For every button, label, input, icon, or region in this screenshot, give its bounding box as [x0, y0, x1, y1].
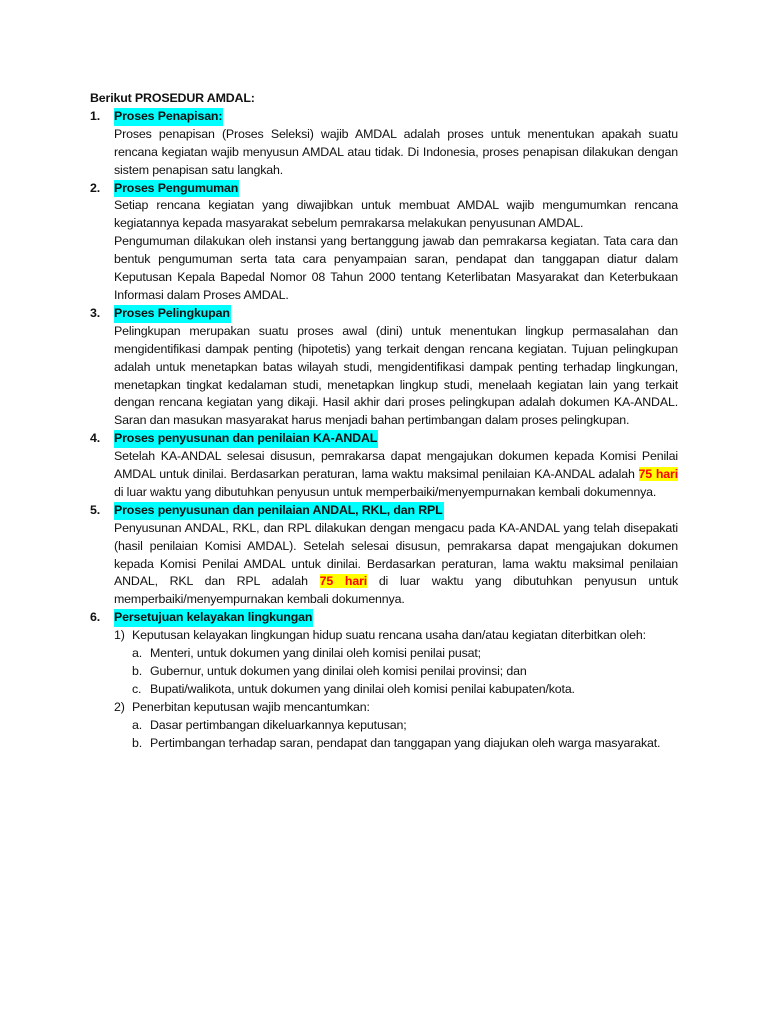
section-number: 6. — [90, 610, 101, 625]
alpha-list-item — [132, 681, 678, 699]
alpha-letter: b. — [132, 735, 143, 750]
section-penilaian-ka-andal — [90, 430, 678, 502]
section-proses-pengumuman — [90, 180, 678, 305]
section-number: 2. — [90, 180, 101, 195]
section-body — [114, 126, 678, 180]
paragraph: Pengumuman dilakukan oleh instansi yang bertanggung jawab dan pemrakarsa kegiatan. Tata cara dan bentuk pengumuman serta tata cara penyampaian saran, pendapat dan tanggapan diatur dalam Keputusan Kepala Bapedal Nomor 08 Tahun 2000 tentang Keterlibatan Masyarakat dan Keterbukaan Informasi dalam Proses AMDAL. — [114, 234, 678, 302]
section-title: Proses penyusunan dan penilaian KA-ANDAL — [114, 430, 378, 448]
list-item-number: 2) — [114, 699, 125, 714]
document-title: Berikut PROSEDUR AMDAL: — [90, 91, 255, 105]
section-body — [114, 448, 678, 502]
section-persetujuan-kelayakan — [90, 609, 678, 752]
highlight-duration: 75 hari — [319, 574, 368, 589]
alpha-letter: c. — [132, 681, 142, 696]
list-item-text: Penerbitan keputusan wajib mencantumkan: — [132, 699, 370, 714]
paragraph-text: di luar waktu yang dibutuhkan penyusun untuk memperbaiki/menyempurnakan kembali dokumennya. — [114, 484, 657, 499]
list-item-number: 1) — [114, 628, 125, 643]
paragraph: Setiap rencana kegiatan yang diwajibkan untuk membuat AMDAL wajib mengumumkan rencana kegiatannya kepada masyarakat sebelum pemrakarsa melakukan penyusunan AMDAL. — [114, 198, 678, 231]
alpha-text: Menteri, untuk dokumen yang dinilai oleh komisi penilai pusat; — [150, 646, 481, 661]
alpha-text: Bupati/walikota, untuk dokumen yang dinilai oleh komisi penilai kabupaten/kota. — [150, 681, 575, 696]
list-item — [114, 627, 678, 699]
paragraph: Pelingkupan merupakan suatu proses awal (dini) untuk menentukan lingkup permasalahan dan mengidentifikasi dampak penting (hipotetis) yang terkait dengan rencana kegiatan. Tujuan pelingkupan adalah untuk menetapkan batas wilayah studi, mengidentifikasi dampak penting terhadap lingkungan, menetapkan tingkat kedalaman studi, menetapkan lingkup studi, menelaah kegiatan lain yang terkait dengan rencana kegiatan yang dikaji. Hasil akhir dari proses pelingkupan adalah dokumen KA-ANDAL. Saran dan masukan masyarakat harus menjadi bahan pertimbangan dalam proses pelingkupan. — [114, 323, 678, 428]
paragraph-text: Penyusunan ANDAL, RKL, dan RPL dilakukan dengan mengacu pada KA-ANDAL yang telah disepakati (hasil penilaian Komisi AMDAL). Setelah selesai disusun, pemrakarsa dapat mengajukan dokumen kepada Komisi Penilai AMDAL untuk dinilai. Berdasarkan peraturan, lama waktu maksimal penilaian ANDAL, RKL dan RPL adalah — [114, 520, 678, 589]
alpha-list-item — [132, 717, 678, 735]
paragraph: Proses penapisan (Proses Seleksi) wajib AMDAL adalah proses untuk menentukan apakah suatu rencana kegiatan wajib menyusun AMDAL atau tidak. Di Indonesia, proses penapisan dilakukan dengan sistem penapisan satu langkah. — [114, 126, 678, 177]
section-heading — [90, 502, 678, 520]
section-number: 1. — [90, 108, 101, 123]
alpha-letter: a. — [132, 717, 143, 732]
paragraph — [114, 448, 678, 502]
section-number: 4. — [90, 431, 101, 446]
section-proses-pelingkupan — [90, 305, 678, 430]
section-penilaian-andal-rkl-rpl — [90, 502, 678, 609]
section-number: 3. — [90, 305, 101, 320]
list-item-text: Keputusan kelayakan lingkungan hidup suatu rencana usaha dan/atau kegiatan diterbitkan oleh: — [132, 628, 646, 643]
section-number: 5. — [90, 502, 101, 517]
section-body — [114, 520, 678, 610]
document-page — [90, 90, 678, 753]
numbered-sublist — [114, 627, 678, 752]
section-title: Persetujuan kelayakan lingkungan — [114, 609, 313, 627]
section-proses-penapisan — [90, 108, 678, 180]
section-title: Proses Penapisan: — [114, 108, 223, 126]
section-heading — [90, 430, 678, 448]
alpha-letter: b. — [132, 664, 143, 678]
section-heading — [90, 305, 678, 323]
list-item-head — [114, 699, 678, 717]
alpha-letter: a. — [132, 646, 143, 661]
section-title: Proses Pelingkupan — [114, 305, 231, 323]
section-body — [114, 197, 678, 304]
alpha-text: Pertimbangan terhadap saran, pendapat dan tanggapan yang diajukan oleh warga masyarakat. — [150, 735, 661, 750]
alpha-list-item — [132, 663, 678, 681]
section-heading — [90, 609, 678, 627]
alpha-list-item — [132, 735, 678, 753]
section-heading — [90, 108, 678, 126]
alpha-list-item — [132, 645, 678, 663]
paragraph-text: Setelah KA-ANDAL selesai disusun, pemrakarsa dapat mengajukan dokumen kepada Komisi Penilai AMDAL untuk dinilai. Berdasarkan peraturan, lama waktu maksimal penilaian KA-ANDAL adalah — [114, 449, 678, 482]
paragraph-text: di luar waktu yang dibutuhkan penyusun untuk memperbaiki/menyempurnakan kembali dokumennya. — [114, 574, 678, 607]
section-body — [114, 323, 678, 430]
list-item-head — [114, 627, 678, 645]
alpha-text: Gubernur, untuk dokumen yang dinilai oleh komisi penilai provinsi; dan — [150, 664, 527, 678]
alpha-text: Dasar pertimbangan dikeluarkannya keputusan; — [150, 717, 407, 732]
paragraph — [114, 520, 678, 610]
section-heading — [90, 180, 678, 198]
section-title: Proses penyusunan dan penilaian ANDAL, RKL, dan RPL — [114, 502, 444, 520]
list-item — [114, 699, 678, 753]
section-title: Proses Pengumuman — [114, 180, 239, 198]
highlight-duration: 75 hari — [638, 467, 678, 482]
